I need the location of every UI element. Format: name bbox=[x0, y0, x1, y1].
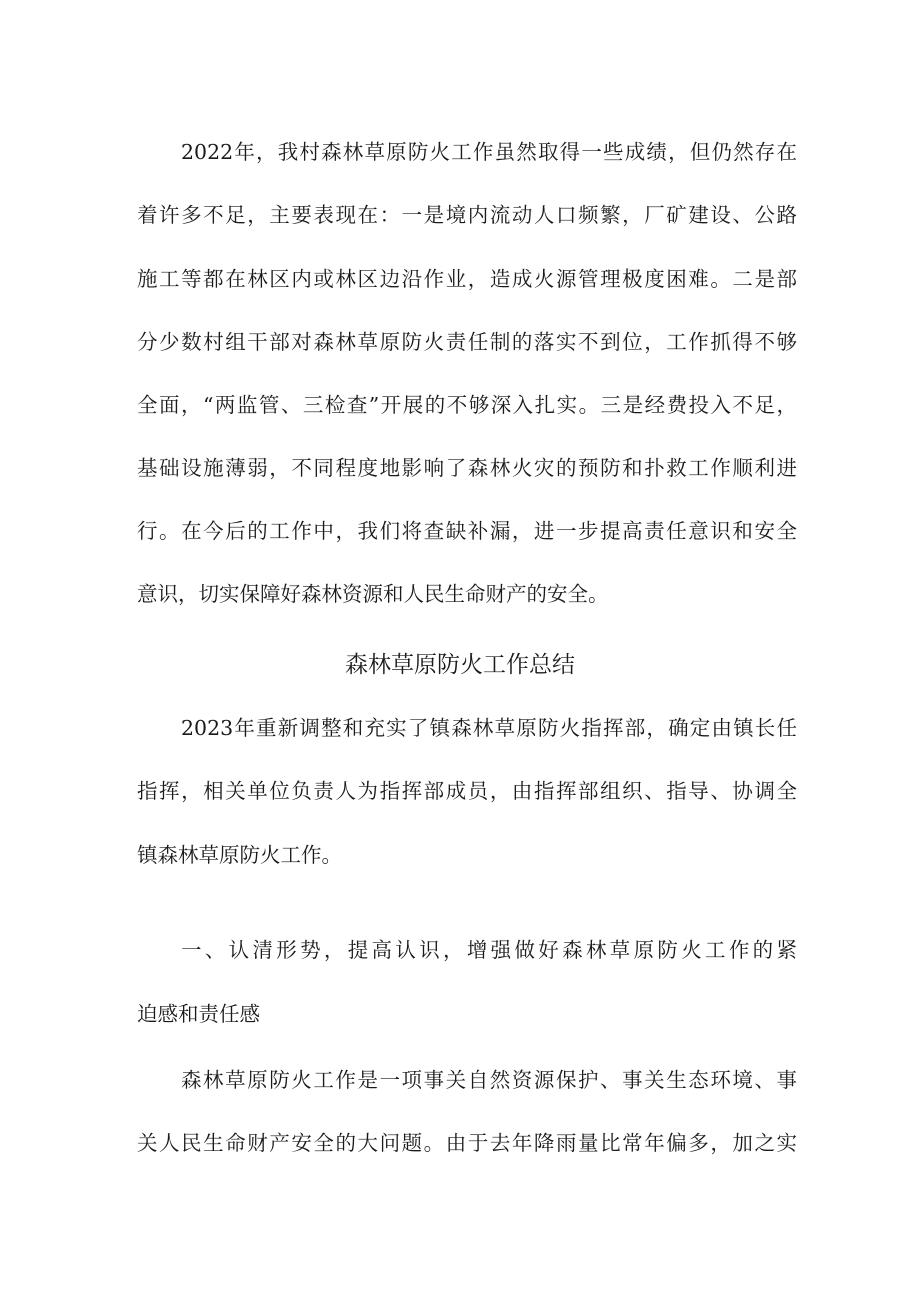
paragraph-line: 行。在今后的工作中，我们将查缺补漏，进一步提高责任意识和安全 bbox=[137, 519, 797, 543]
paragraph-line: 森林草原防火工作是一项事关自然资源保护、事关生态环境、事 bbox=[181, 1068, 797, 1092]
paragraph-line: 关人民生命财产安全的大问题。由于去年降雨量比常年偏多，加之实 bbox=[137, 1131, 797, 1155]
document-title: 森林草原防火工作总结 bbox=[345, 652, 575, 678]
paragraph-line: 2022年，我村森林草原防火工作虽然取得一些成绩，但仍然存在 bbox=[181, 140, 797, 164]
heading-line: 迫感和责任感 bbox=[137, 1002, 260, 1026]
paragraph-line: 意识，切实保障好森林资源和人民生命财产的安全。 bbox=[137, 582, 609, 606]
paragraph-line: 2023年重新调整和充实了镇森林草原防火指挥部，确定由镇长任 bbox=[181, 716, 797, 740]
paragraph-line: 全面，“两监管、三检查”开展的不够深入扎实。三是经费投入不足， bbox=[137, 393, 797, 417]
paragraph-line: 基础设施薄弱，不同程度地影响了森林火灾的预防和扑救工作顺利进 bbox=[137, 456, 797, 480]
paragraph-line: 分少数村组干部对森林草原防火责任制的落实不到位，工作抓得不够 bbox=[137, 330, 797, 354]
paragraph-line: 指挥，相关单位负责人为指挥部成员，由指挥部组织、指导、协调全 bbox=[137, 779, 797, 803]
paragraph-line: 施工等都在林区内或林区边沿作业，造成火源管理极度困难。二是部 bbox=[137, 267, 797, 291]
paragraph-line: 着许多不足，主要表现在：一是境内流动人口频繁，厂矿建设、公路 bbox=[137, 203, 797, 227]
paragraph-line: 镇森林草原防火工作。 bbox=[137, 843, 342, 867]
heading-line: 一、认清形势，提高认识，增强做好森林草原防火工作的紧 bbox=[181, 938, 797, 962]
